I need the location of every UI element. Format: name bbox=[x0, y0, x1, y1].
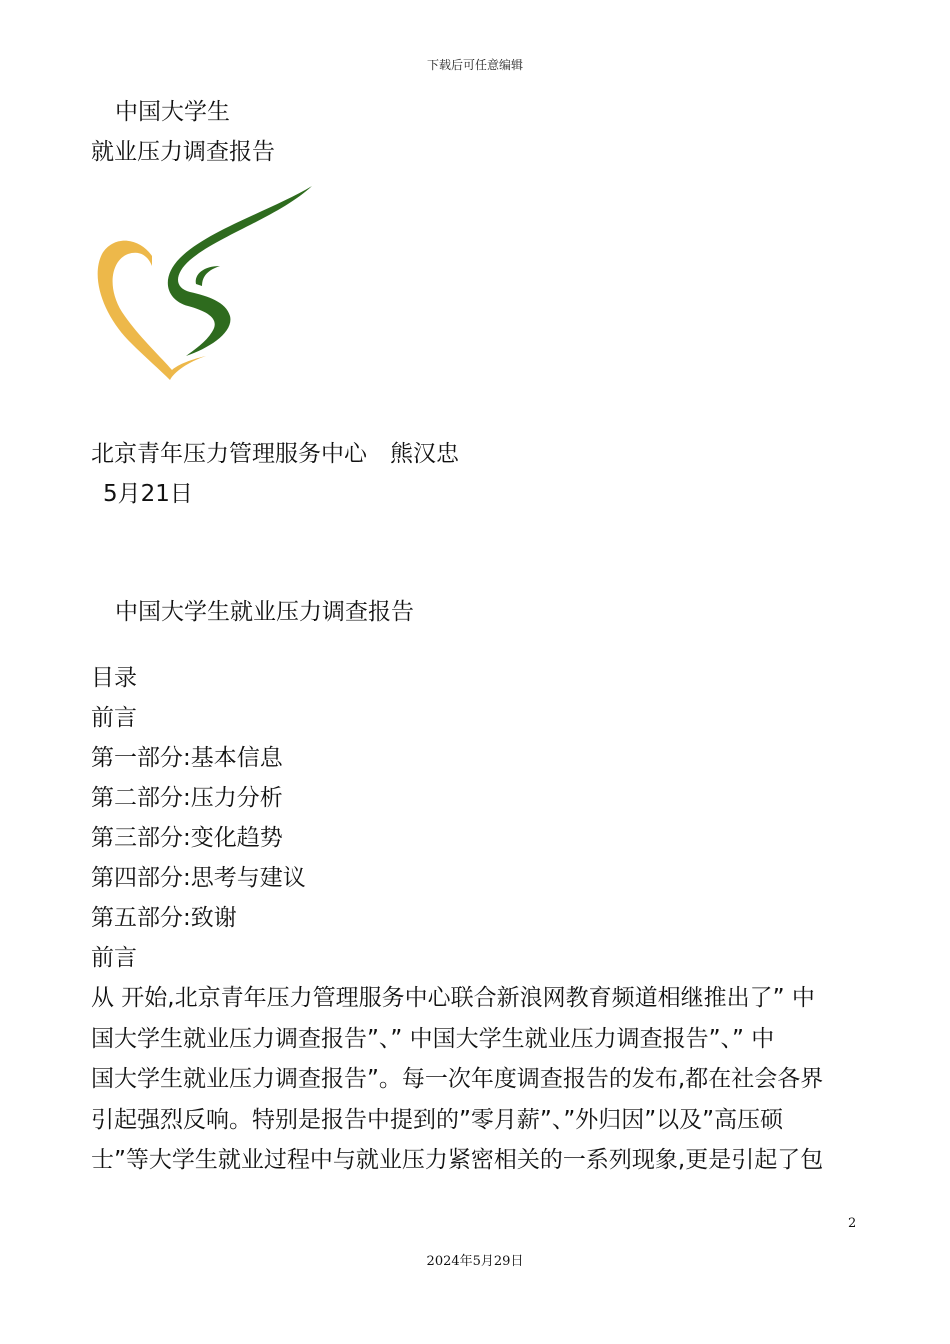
toc-item: 第四部分:思考与建议 bbox=[91, 865, 306, 891]
green-small-stroke bbox=[196, 266, 220, 286]
cover-title-line1: 中国大学生 bbox=[115, 99, 230, 125]
preface-heading: 前言 bbox=[91, 945, 137, 971]
paragraph-line: 从 开始,北京青年压力管理服务中心联合新浪网教育频道相继推出了” 中 bbox=[91, 985, 815, 1011]
paragraph-line: 引起强烈反响。特别是报告中提到的”零月薪”、”外归因”以及”高压硕 bbox=[91, 1106, 784, 1133]
paragraph-line: 国大学生就业压力调查报告”。每一次年度调查报告的发布,都在社会各界 bbox=[91, 1066, 824, 1092]
page-header: 下载后可任意编辑 bbox=[426, 58, 523, 72]
cover-date: 5月21日 bbox=[103, 481, 193, 507]
cover-title bbox=[91, 92, 275, 172]
page-footer-date: 2024年5月29日 bbox=[426, 1254, 524, 1269]
cover-title-line2: 就业压力调查报告 bbox=[91, 139, 275, 165]
toc-item: 第五部分:致谢 bbox=[91, 905, 237, 931]
toc-item: 第一部分:基本信息 bbox=[91, 745, 283, 771]
gold-heart-stroke bbox=[98, 241, 206, 380]
toc-item: 第三部分:变化趋势 bbox=[91, 825, 283, 851]
toc-heading: 目录 bbox=[91, 665, 137, 691]
heart-leaf-logo-icon bbox=[90, 182, 320, 386]
green-leaf-stroke bbox=[168, 186, 312, 356]
toc-item: 第二部分:压力分析 bbox=[91, 785, 283, 811]
paragraph-line: 国大学生就业压力调查报告”、” 中国大学生就业压力调查报告”、” 中 bbox=[91, 1025, 775, 1052]
report-title: 中国大学生就业压力调查报告 bbox=[115, 599, 414, 625]
organization-author: 北京青年压力管理服务中心 熊汉忠 bbox=[91, 441, 459, 467]
preface-paragraph bbox=[91, 978, 859, 1181]
toc-item: 前言 bbox=[91, 705, 137, 731]
table-of-contents bbox=[91, 658, 306, 978]
paragraph-line: 士”等大学生就业过程中与就业压力紧密相关的一系列现象,更是引起了包 bbox=[91, 1147, 824, 1173]
page-number: 2 bbox=[848, 1216, 857, 1231]
